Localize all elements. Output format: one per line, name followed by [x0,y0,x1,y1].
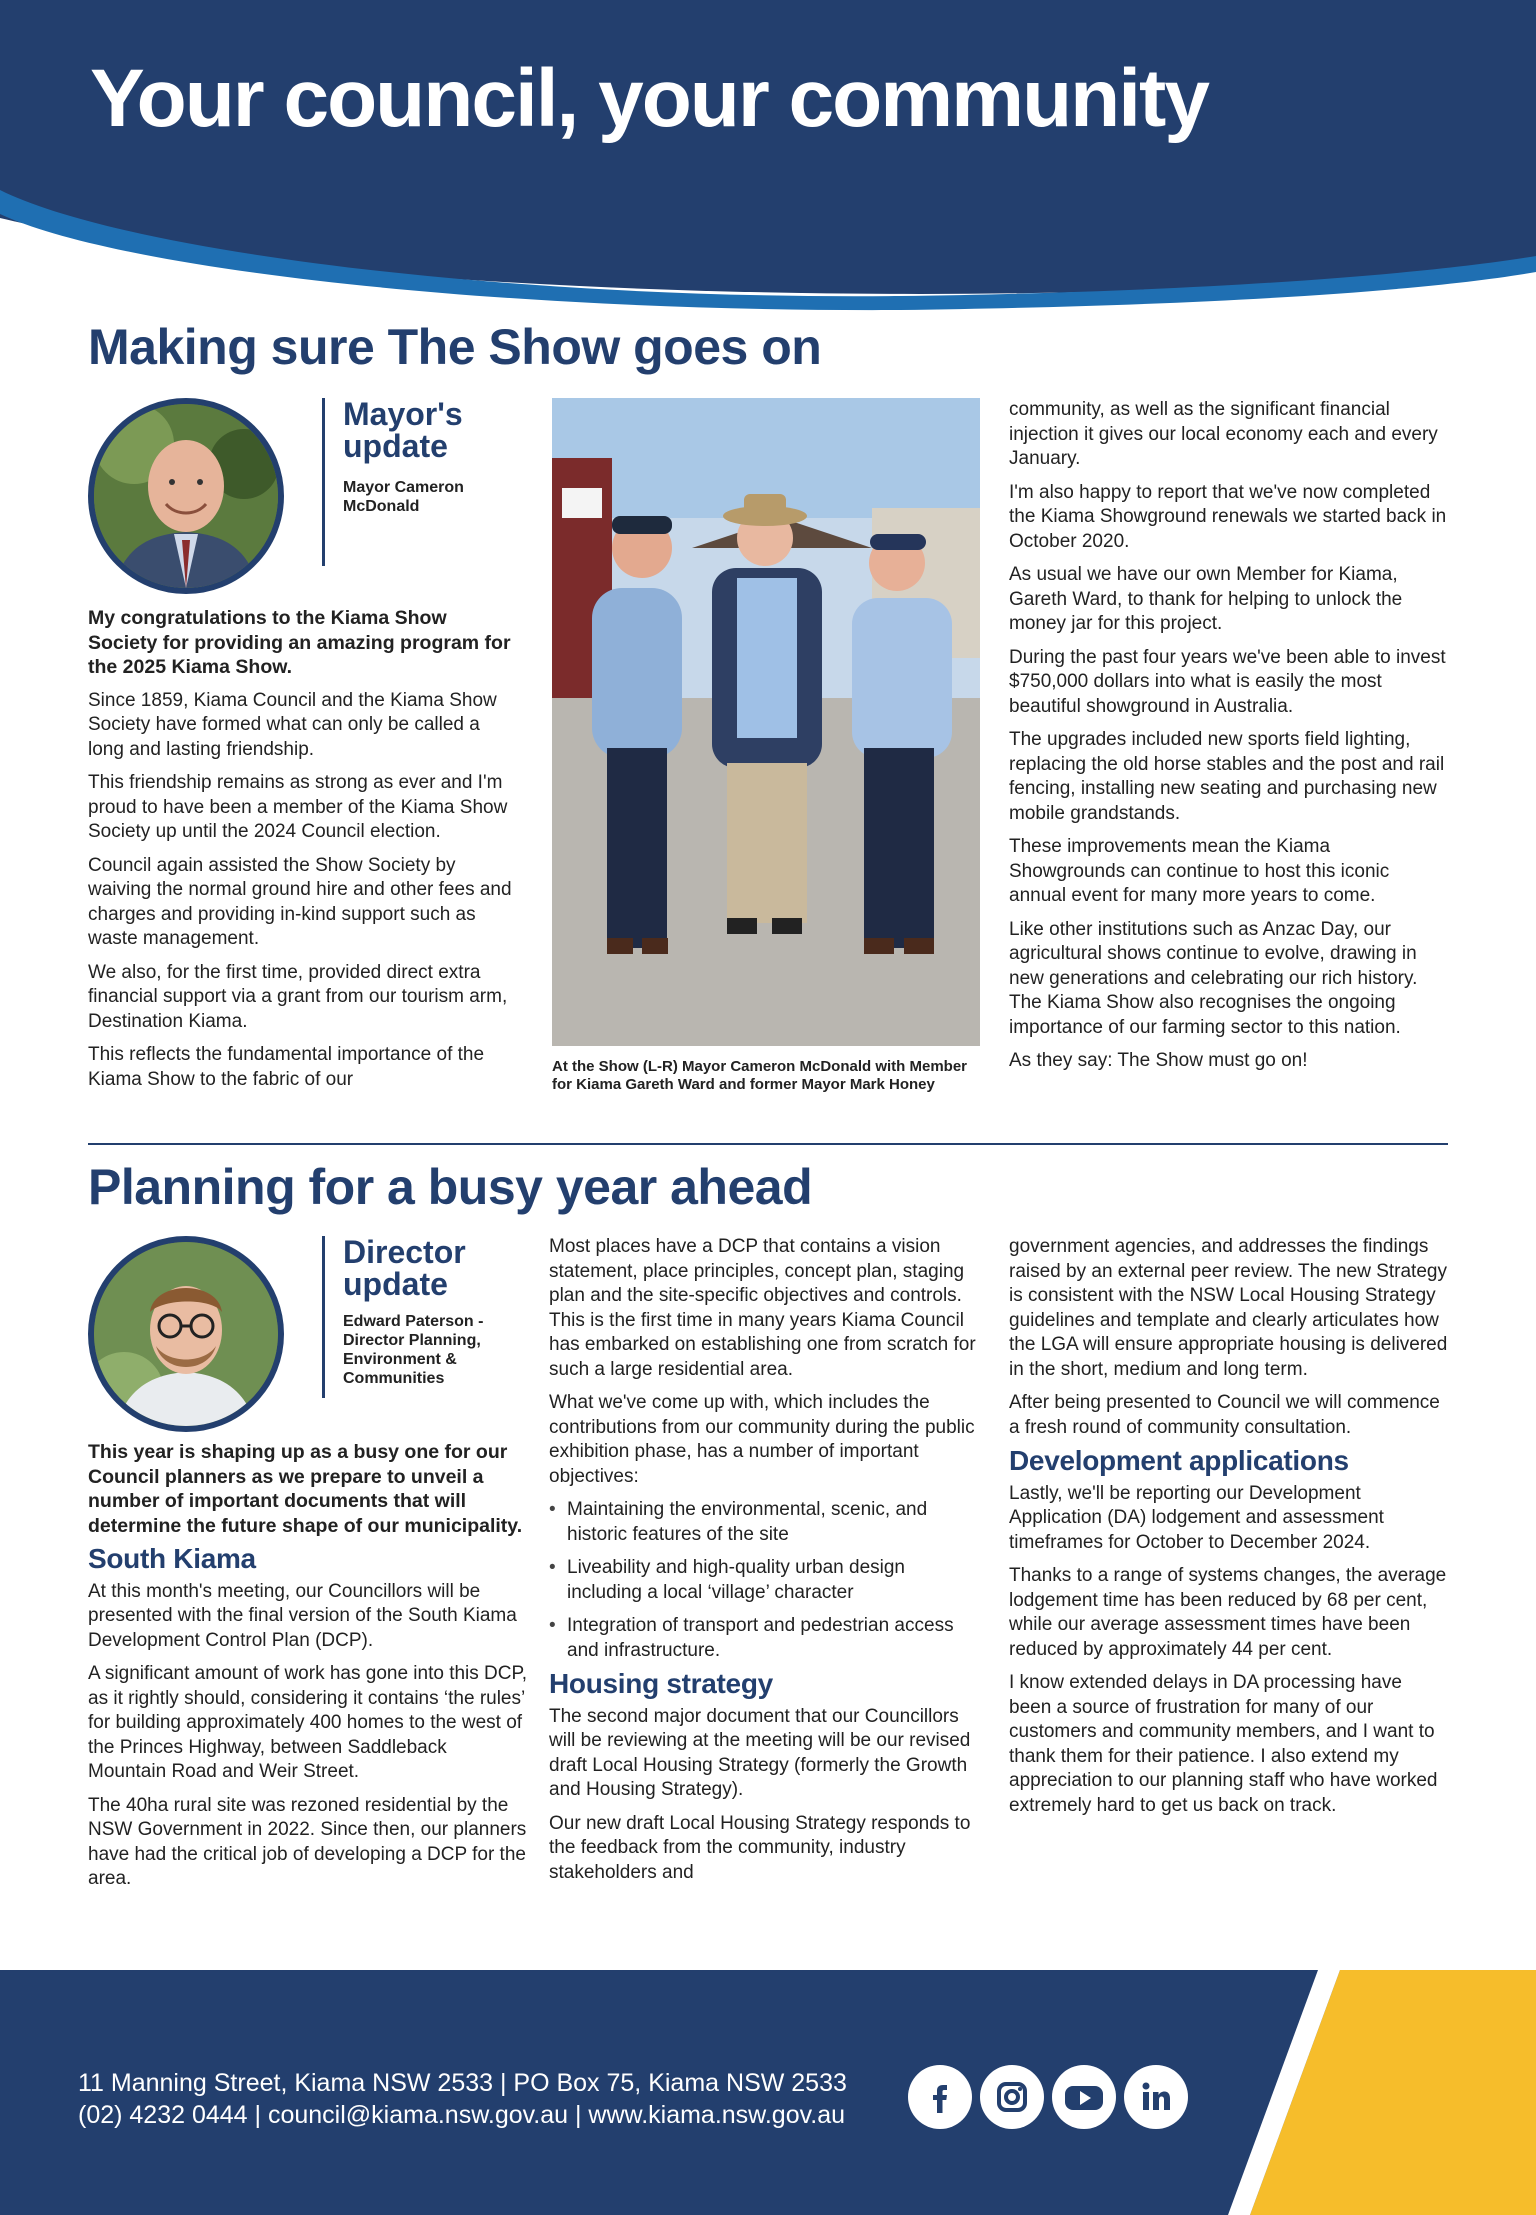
show-section-title: Making sure The Show goes on [88,319,822,375]
planning-column-2 [549,1235,981,1894]
paragraph: Lastly, we'll be reporting our Development Application (DA) lodgement and assessment timeframes for October to December 2024. [1009,1482,1384,1553]
paragraph: A significant amount of work has gone into this DCP, as it rightly should, considering it contains ‘the rules’ for building approximately 400 homes to the west of the Princes Highway, between Saddleback Mountain Road and Weir Street. [88,1663,528,1782]
heading-south-kiama: South Kiama [88,1543,256,1574]
paragraph: What we've come up with, which includes the contributions from our community during the public exhibition phase, has a number of important objectives: [549,1392,975,1487]
mayor-portrait [88,398,284,594]
paragraph: The upgrades included new sports field lighting, replacing the old horse stables and the post and rail fencing, installing new seating and purchasing new mobile grandstands. [1009,729,1445,824]
paragraph: As usual we have our own Member for Kiama, Gareth Ward, to thank for helping to unlock the money jar for this project. [1009,564,1403,634]
footer-contact: (02) 4232 0444 | council@kiama.nsw.gov.au | www.kiama.nsw.gov.au [78,2101,846,2129]
photo-caption: At the Show (L-R) Mayor Cameron McDonald with Member for Kiama Gareth Ward and former Mayor Mark Honey [552,1058,968,1093]
paragraph: This reflects the fundamental importance of the Kiama Show to the fabric of our [88,1044,485,1090]
heading-development-applications: Development applications [1009,1445,1349,1476]
paragraph: Our new draft Local Housing Strategy responds to the feedback from the community, industry stakeholders and [549,1812,971,1883]
paragraph: The second major document that our Councillors will be reviewing at the meeting will be our revised draft Local Housing Strategy (formerly the Growth and Housing Strategy). [549,1705,971,1800]
list-item: • Integration of transport and pedestrian access and infrastructure. [549,1614,981,1663]
show-photo [552,398,980,1046]
planning-column-3 [1009,1235,1449,1827]
show-column-3 [1009,398,1449,1083]
byline-name: Edward Paterson - Director Planning, Environment & Communities [343,1313,484,1387]
show-lead-paragraph: My congratulations to the Kiama Show Society for providing an amazing program for the 2025 Kiama Show. [88,607,511,678]
footer-address: 11 Manning Street, Kiama NSW 2533 | PO Box 75, Kiama NSW 2533 [78,2069,847,2097]
paragraph: I'm also happy to report that we've now completed the Kiama Showground renewals we started back in October 2020. [1009,481,1447,552]
paragraph: These improvements mean the Kiama Showgrounds can continue to host this iconic annual event for many more years to come. [1009,836,1390,906]
instagram-icon[interactable] [980,2065,1044,2129]
paragraph: Since 1859, Kiama Council and the Kiama Show Society have formed what can only be called a long and lasting friendship. [88,689,497,760]
paragraph: As they say: The Show must go on! [1009,1050,1308,1071]
paragraph: community, as well as the significant financial injection it gives our local economy each and every January. [1009,399,1438,469]
planning-column-1 [88,1440,528,1901]
planning-lead-paragraph: This year is shaping up as a busy one for our Council planners as we prepare to unveil a number of important documents that will determine the future shape of our municipality. [88,1441,523,1537]
paragraph: The 40ha rural site was rezoned residential by the NSW Government in 2022. Since then, our planners have had the critical job of developing a DCP for the area. [88,1794,527,1889]
byline-title: Director update [343,1234,466,1302]
paragraph: This friendship remains as strong as ever and I'm proud to have been a member of the Kiama Show Society up until the 2024 Council election. [88,772,508,842]
section-divider [88,1143,1448,1145]
list-item: • Maintaining the environmental, scenic, and historic features of the site [549,1498,981,1547]
paragraph: Most places have a DCP that contains a vision statement, place principles, concept plan, staging plan and the site-specific objectives and controls. This is the first time in many years Kiama Council has embarked on establishing one from scratch for such a large residential area. [549,1236,976,1380]
director-portrait [88,1236,284,1432]
paragraph: After being presented to Council we will commence a fresh round of community consultation. [1009,1392,1440,1438]
paragraph: Like other institutions such as Anzac Day, our agricultural shows continue to evolve, drawing in new generations and celebrating our rich history. The Kiama Show also recognises the ongoing importance of our farming sector to this nation. [1009,918,1418,1038]
paragraph: During the past four years we've been able to invest $750,000 dollars into what is easily the most beautiful showground in Australia. [1009,646,1446,717]
heading-housing-strategy: Housing strategy [549,1668,773,1699]
header-wave-banner [0,0,1536,320]
objectives-list [549,1498,981,1663]
show-column-1 [88,606,520,1101]
paragraph: government agencies, and addresses the findings raised by an external peer review. The new Strategy is consistent with the NSW Local Housing Strategy guidelines and template and clearly articulates how the LGA will ensure appropriate housing is delivered in the short, medium and long term. [1009,1236,1448,1380]
page-title: Your council, your community [90,53,1208,144]
director-byline [322,1236,522,1398]
list-item: • Liveability and high-quality urban design including a local ‘village’ character [549,1556,981,1605]
paragraph: At this month's meeting, our Councillors will be presented with the final version of the South Kiama Development Control Plan (DCP). [88,1580,517,1651]
byline-title: Mayor's update [343,396,463,464]
page-header [0,0,1536,320]
paragraph: Council again assisted the Show Society by waiving the normal ground hire and other fees and charges and providing in-kind support such as waste management. [88,854,512,949]
youtube-icon[interactable] [1052,2065,1116,2129]
planning-section-title: Planning for a busy year ahead [88,1159,813,1215]
facebook-icon[interactable] [908,2065,972,2129]
linkedin-icon[interactable] [1124,2065,1188,2129]
paragraph: We also, for the first time, provided direct extra financial support via a grant from our tourism arm, Destination Kiama. [88,961,508,1032]
byline-name: Mayor Cameron McDonald [343,479,464,515]
paragraph: Thanks to a range of systems changes, the average lodgement time has been reduced by 68 per cent, while our average assessment times have been reduced by approximately 44 per cent. [1009,1565,1447,1660]
paragraph: I know extended delays in DA processing have been a source of frustration for many of our customers and community members, and I want to thank them for their patience. I also extend my appreciation to our planning staff who have worked extremely hard to get us back on track. [1009,1672,1438,1816]
mayor-byline [322,398,522,566]
